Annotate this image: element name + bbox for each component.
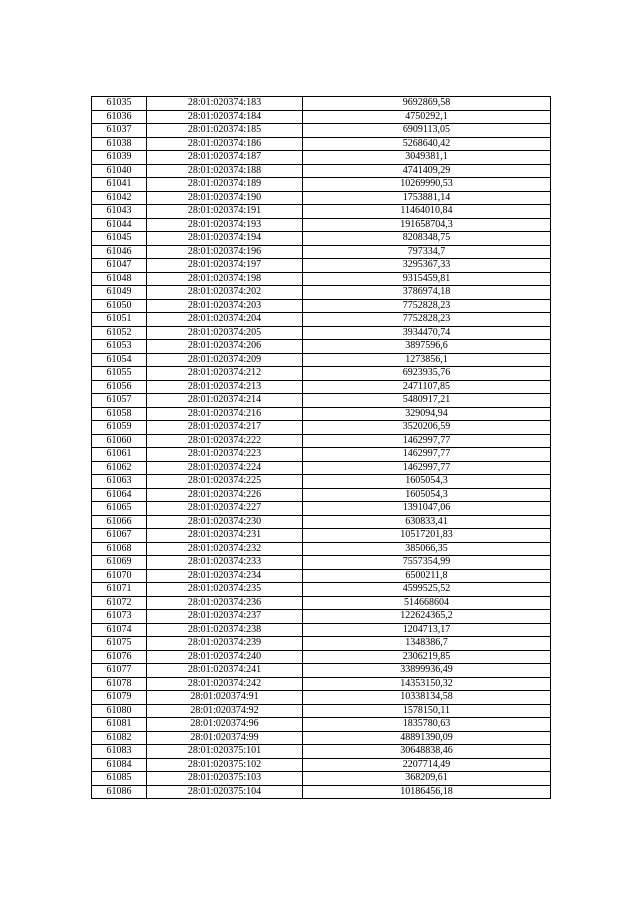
cadastral-number-cell: 28:01:020374:230	[147, 515, 303, 529]
cadastral-number-cell: 28:01:020374:92	[147, 704, 303, 718]
value-cell: 10338134,58	[303, 691, 551, 705]
table-row	[92, 637, 551, 651]
row-number-cell: 61070	[92, 569, 147, 583]
cadastral-number-cell: 28:01:020374:183	[147, 97, 303, 111]
table-row	[92, 164, 551, 178]
row-number-cell: 61086	[92, 785, 147, 799]
row-number-cell: 61044	[92, 218, 147, 232]
table-row	[92, 691, 551, 705]
cadastral-number-cell: 28:01:020374:202	[147, 286, 303, 300]
value-cell: 5268640,42	[303, 137, 551, 151]
table-row	[92, 380, 551, 394]
table-row	[92, 677, 551, 691]
table-row	[92, 529, 551, 543]
value-cell: 7752828,23	[303, 313, 551, 327]
value-cell: 1605054,3	[303, 488, 551, 502]
table-row	[92, 610, 551, 624]
value-cell: 9315459,81	[303, 272, 551, 286]
row-number-cell: 61084	[92, 758, 147, 772]
table-row	[92, 488, 551, 502]
cadastral-number-cell: 28:01:020374:186	[147, 137, 303, 151]
value-cell: 329094,94	[303, 407, 551, 421]
value-cell: 6909113,05	[303, 124, 551, 138]
row-number-cell: 61085	[92, 772, 147, 786]
cadastral-number-cell: 28:01:020374:223	[147, 448, 303, 462]
table-row	[92, 299, 551, 313]
value-cell: 1753881,14	[303, 191, 551, 205]
row-number-cell: 61071	[92, 583, 147, 597]
table-row	[92, 664, 551, 678]
row-number-cell: 61035	[92, 97, 147, 111]
value-cell: 191658704,3	[303, 218, 551, 232]
table-row	[92, 461, 551, 475]
row-number-cell: 61039	[92, 151, 147, 165]
cadastral-number-cell: 28:01:020374:239	[147, 637, 303, 651]
cadastral-number-cell: 28:01:020374:235	[147, 583, 303, 597]
value-cell: 1605054,3	[303, 475, 551, 489]
row-number-cell: 61056	[92, 380, 147, 394]
cadastral-number-cell: 28:01:020374:190	[147, 191, 303, 205]
cadastral-number-cell: 28:01:020374:209	[147, 353, 303, 367]
row-number-cell: 61062	[92, 461, 147, 475]
value-cell: 3934470,74	[303, 326, 551, 340]
row-number-cell: 61041	[92, 178, 147, 192]
value-cell: 797334,7	[303, 245, 551, 259]
value-cell: 2207714,49	[303, 758, 551, 772]
row-number-cell: 61049	[92, 286, 147, 300]
table-row	[92, 272, 551, 286]
cadastral-number-cell: 28:01:020374:226	[147, 488, 303, 502]
cadastral-number-cell: 28:01:020374:185	[147, 124, 303, 138]
row-number-cell: 61076	[92, 650, 147, 664]
table-row	[92, 502, 551, 516]
value-cell: 10517201,83	[303, 529, 551, 543]
value-cell: 3786974,18	[303, 286, 551, 300]
cadastral-number-cell: 28:01:020374:234	[147, 569, 303, 583]
table-row	[92, 340, 551, 354]
cadastral-number-cell: 28:01:020374:237	[147, 610, 303, 624]
value-cell: 7752828,23	[303, 299, 551, 313]
table-row	[92, 583, 551, 597]
value-cell: 6500211,8	[303, 569, 551, 583]
row-number-cell: 61061	[92, 448, 147, 462]
table-row	[92, 745, 551, 759]
cadastral-number-cell: 28:01:020374:216	[147, 407, 303, 421]
value-cell: 3520206,59	[303, 421, 551, 435]
cadastral-number-cell: 28:01:020374:224	[147, 461, 303, 475]
value-cell: 1391047,06	[303, 502, 551, 516]
cadastral-number-cell: 28:01:020374:222	[147, 434, 303, 448]
row-number-cell: 61069	[92, 556, 147, 570]
table-row	[92, 448, 551, 462]
table-row	[92, 515, 551, 529]
row-number-cell: 61060	[92, 434, 147, 448]
value-cell: 5480917,21	[303, 394, 551, 408]
cadastral-number-cell: 28:01:020374:203	[147, 299, 303, 313]
row-number-cell: 61082	[92, 731, 147, 745]
cadastral-number-cell: 28:01:020374:206	[147, 340, 303, 354]
cadastral-number-cell: 28:01:020374:194	[147, 232, 303, 246]
table-row	[92, 623, 551, 637]
table-row	[92, 475, 551, 489]
table-row	[92, 772, 551, 786]
cadastral-number-cell: 28:01:020374:213	[147, 380, 303, 394]
row-number-cell: 61068	[92, 542, 147, 556]
row-number-cell: 61040	[92, 164, 147, 178]
table-row	[92, 785, 551, 799]
table-row	[92, 205, 551, 219]
cadastral-number-cell: 28:01:020374:232	[147, 542, 303, 556]
row-number-cell: 61077	[92, 664, 147, 678]
row-number-cell: 61064	[92, 488, 147, 502]
row-number-cell: 61058	[92, 407, 147, 421]
value-cell: 9692869,58	[303, 97, 551, 111]
row-number-cell: 61083	[92, 745, 147, 759]
row-number-cell: 61067	[92, 529, 147, 543]
cadastral-number-cell: 28:01:020374:99	[147, 731, 303, 745]
cadastral-number-cell: 28:01:020374:198	[147, 272, 303, 286]
cadastral-number-cell: 28:01:020374:197	[147, 259, 303, 273]
value-cell: 4599525,52	[303, 583, 551, 597]
value-cell: 4750292,1	[303, 110, 551, 124]
cadastral-number-cell: 28:01:020374:188	[147, 164, 303, 178]
row-number-cell: 61036	[92, 110, 147, 124]
cadastral-number-cell: 28:01:020374:225	[147, 475, 303, 489]
cadastral-number-cell: 28:01:020375:104	[147, 785, 303, 799]
cadastral-number-cell: 28:01:020374:231	[147, 529, 303, 543]
cadastral-number-cell: 28:01:020374:242	[147, 677, 303, 691]
cadastral-number-cell: 28:01:020374:193	[147, 218, 303, 232]
row-number-cell: 61063	[92, 475, 147, 489]
value-cell: 14353150,32	[303, 677, 551, 691]
row-number-cell: 61047	[92, 259, 147, 273]
value-cell: 10269990,53	[303, 178, 551, 192]
cadastral-number-cell: 28:01:020374:91	[147, 691, 303, 705]
row-number-cell: 61074	[92, 623, 147, 637]
row-number-cell: 61037	[92, 124, 147, 138]
row-number-cell: 61075	[92, 637, 147, 651]
value-cell: 11464010,84	[303, 205, 551, 219]
row-number-cell: 61081	[92, 718, 147, 732]
value-cell: 33899936,49	[303, 664, 551, 678]
table-row	[92, 286, 551, 300]
value-cell: 48891390,09	[303, 731, 551, 745]
cadastral-number-cell: 28:01:020375:102	[147, 758, 303, 772]
cadastral-number-cell: 28:01:020374:241	[147, 664, 303, 678]
cadastral-number-cell: 28:01:020374:217	[147, 421, 303, 435]
cadastral-number-cell: 28:01:020374:212	[147, 367, 303, 381]
value-cell: 385066,35	[303, 542, 551, 556]
table-row	[92, 259, 551, 273]
row-number-cell: 61079	[92, 691, 147, 705]
row-number-cell: 61051	[92, 313, 147, 327]
row-number-cell: 61046	[92, 245, 147, 259]
value-cell: 1462997,77	[303, 448, 551, 462]
value-cell: 630833,41	[303, 515, 551, 529]
cadastral-number-cell: 28:01:020375:103	[147, 772, 303, 786]
table-row	[92, 394, 551, 408]
value-cell: 1273856,1	[303, 353, 551, 367]
table-row	[92, 596, 551, 610]
cadastral-table	[91, 96, 551, 799]
value-cell: 1348386,7	[303, 637, 551, 651]
value-cell: 7557354,99	[303, 556, 551, 570]
table-row	[92, 313, 551, 327]
row-number-cell: 61073	[92, 610, 147, 624]
cadastral-number-cell: 28:01:020374:214	[147, 394, 303, 408]
value-cell: 1578150,11	[303, 704, 551, 718]
table-row	[92, 353, 551, 367]
row-number-cell: 61066	[92, 515, 147, 529]
table-row	[92, 421, 551, 435]
table-row	[92, 232, 551, 246]
row-number-cell: 61045	[92, 232, 147, 246]
table-row	[92, 569, 551, 583]
cadastral-number-cell: 28:01:020374:204	[147, 313, 303, 327]
cadastral-number-cell: 28:01:020374:233	[147, 556, 303, 570]
table-row	[92, 758, 551, 772]
table-row	[92, 178, 551, 192]
row-number-cell: 61078	[92, 677, 147, 691]
value-cell: 2471107,85	[303, 380, 551, 394]
table-row	[92, 407, 551, 421]
table-row	[92, 110, 551, 124]
value-cell: 8208348,75	[303, 232, 551, 246]
table-row	[92, 542, 551, 556]
value-cell: 1835780,63	[303, 718, 551, 732]
cadastral-number-cell: 28:01:020374:240	[147, 650, 303, 664]
table-row	[92, 731, 551, 745]
cadastral-number-cell: 28:01:020374:184	[147, 110, 303, 124]
table-row	[92, 137, 551, 151]
value-cell: 10186456,18	[303, 785, 551, 799]
row-number-cell: 61038	[92, 137, 147, 151]
cadastral-number-cell: 28:01:020374:196	[147, 245, 303, 259]
table-row	[92, 326, 551, 340]
value-cell: 30648838,46	[303, 745, 551, 759]
table-row	[92, 97, 551, 111]
row-number-cell: 61053	[92, 340, 147, 354]
value-cell: 1204713,17	[303, 623, 551, 637]
value-cell: 3295367,33	[303, 259, 551, 273]
value-cell: 1462997,77	[303, 434, 551, 448]
row-number-cell: 61072	[92, 596, 147, 610]
cadastral-number-cell: 28:01:020374:187	[147, 151, 303, 165]
value-cell: 368209,61	[303, 772, 551, 786]
cadastral-number-cell: 28:01:020374:189	[147, 178, 303, 192]
table-row	[92, 245, 551, 259]
value-cell: 122624365,2	[303, 610, 551, 624]
table-row	[92, 434, 551, 448]
table-row	[92, 718, 551, 732]
table-row	[92, 218, 551, 232]
value-cell: 6923935,76	[303, 367, 551, 381]
row-number-cell: 61048	[92, 272, 147, 286]
row-number-cell: 61080	[92, 704, 147, 718]
row-number-cell: 61059	[92, 421, 147, 435]
cadastral-number-cell: 28:01:020375:101	[147, 745, 303, 759]
table-row	[92, 367, 551, 381]
table-row	[92, 704, 551, 718]
table-row	[92, 650, 551, 664]
row-number-cell: 61052	[92, 326, 147, 340]
value-cell: 4741409,29	[303, 164, 551, 178]
table-body	[92, 97, 551, 799]
value-cell: 3897596,6	[303, 340, 551, 354]
cadastral-number-cell: 28:01:020374:205	[147, 326, 303, 340]
value-cell: 3049381,1	[303, 151, 551, 165]
value-cell: 2306219,85	[303, 650, 551, 664]
row-number-cell: 61050	[92, 299, 147, 313]
cadastral-number-cell: 28:01:020374:227	[147, 502, 303, 516]
table-row	[92, 191, 551, 205]
table-row	[92, 556, 551, 570]
table-row	[92, 124, 551, 138]
row-number-cell: 61057	[92, 394, 147, 408]
value-cell: 1462997,77	[303, 461, 551, 475]
cadastral-number-cell: 28:01:020374:191	[147, 205, 303, 219]
row-number-cell: 61043	[92, 205, 147, 219]
cadastral-number-cell: 28:01:020374:96	[147, 718, 303, 732]
row-number-cell: 61055	[92, 367, 147, 381]
table-row	[92, 151, 551, 165]
row-number-cell: 61054	[92, 353, 147, 367]
cadastral-number-cell: 28:01:020374:238	[147, 623, 303, 637]
row-number-cell: 61065	[92, 502, 147, 516]
cadastral-number-cell: 28:01:020374:236	[147, 596, 303, 610]
row-number-cell: 61042	[92, 191, 147, 205]
value-cell: 514668604	[303, 596, 551, 610]
